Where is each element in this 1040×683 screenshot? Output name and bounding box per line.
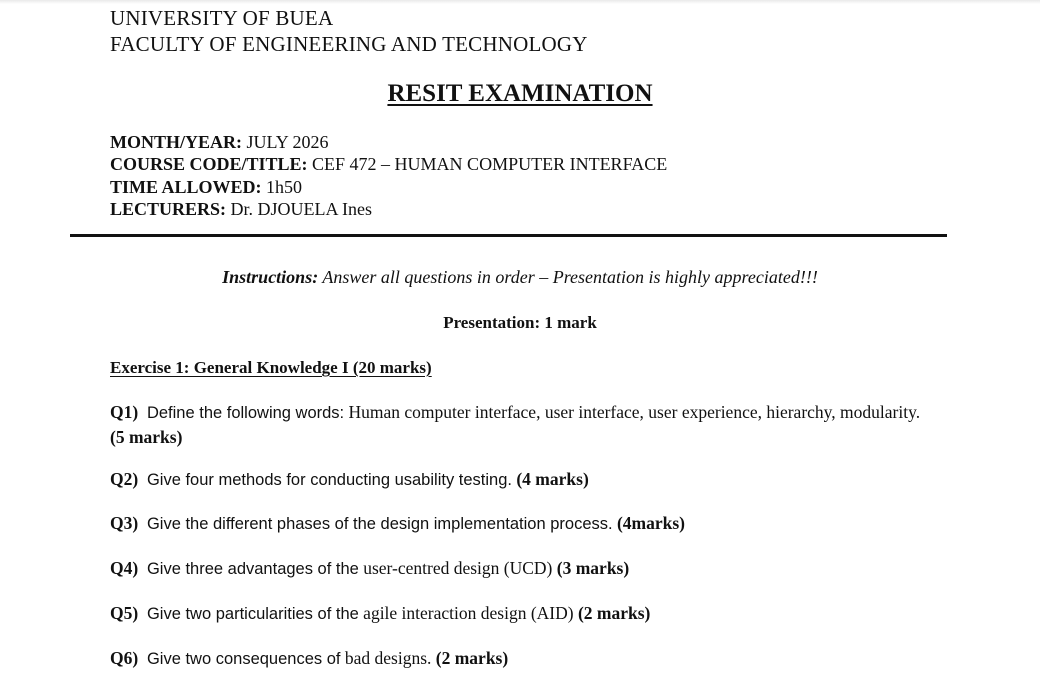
question-number: Q3) <box>110 513 139 533</box>
question-text: Give the different phases of the design implementation process. <box>146 515 613 533</box>
meta-lecturers-value: Dr. DJOUELA Ines <box>230 199 373 219</box>
meta-lecturers-label: LECTURERS: <box>110 199 227 219</box>
presentation-mark: Presentation: 1 mark <box>443 313 597 332</box>
question-text: Give two consequences of <box>146 650 341 668</box>
instructions-text: Answer all questions in order – Presentation is highly appreciated!!! <box>322 267 818 287</box>
question-2 <box>110 469 589 490</box>
question-number: Q5) <box>110 603 139 623</box>
header-divider <box>70 234 947 237</box>
question-text: Give four methods for conducting usability testing. <box>146 471 512 489</box>
question-text: Give three advantages of the <box>146 560 359 578</box>
question-marks: (2 marks) <box>435 648 509 668</box>
question-text: Give two particularities of the <box>146 605 359 623</box>
meta-time <box>110 177 302 198</box>
question-number: Q4) <box>110 558 139 578</box>
question-4 <box>110 558 629 579</box>
question-marks: (3 marks) <box>556 558 630 578</box>
question-text: user-centred design (UCD) <box>363 558 553 578</box>
exercise-title: Exercise 1: General Knowledge I (20 marks) <box>110 358 432 377</box>
question-marks: (4marks) <box>616 513 686 533</box>
meta-month-year <box>110 132 329 153</box>
question-marks: (5 marks) <box>110 427 183 447</box>
question-number: Q6) <box>110 648 139 668</box>
question-5 <box>110 603 650 624</box>
question-marks: (4 marks) <box>516 469 589 489</box>
page-top-edge <box>0 0 1040 4</box>
question-marks: (2 marks) <box>577 603 651 623</box>
question-text: bad designs. <box>344 648 432 668</box>
meta-month-year-value: JULY 2026 <box>246 132 329 152</box>
instructions <box>0 267 1040 288</box>
question-number: Q1) <box>110 402 139 422</box>
question-text: Define the following words: <box>146 404 345 422</box>
meta-course <box>110 154 667 175</box>
meta-month-year-label: MONTH/YEAR: <box>110 132 242 152</box>
faculty-name: FACULTY OF ENGINEERING AND TECHNOLOGY <box>110 32 588 56</box>
question-text: agile interaction design (AID) <box>363 603 574 623</box>
meta-course-label: COURSE CODE/TITLE: <box>110 154 308 174</box>
question-3 <box>110 513 685 534</box>
meta-course-value: CEF 472 – HUMAN COMPUTER INTERFACE <box>312 154 668 174</box>
question-text: Human computer interface, user interface, user experience, hierarchy, modularity. <box>348 402 921 422</box>
question-number: Q2) <box>110 469 139 489</box>
question-6 <box>110 648 508 669</box>
instructions-label: Instructions: <box>222 267 319 287</box>
meta-time-label: TIME ALLOWED: <box>110 177 262 197</box>
meta-lecturers <box>110 199 372 220</box>
university-name: UNIVERSITY OF BUEA <box>110 6 334 30</box>
exam-title-text: RESIT EXAMINATION <box>387 80 653 107</box>
question-1 <box>110 400 930 449</box>
meta-time-value: 1h50 <box>266 177 303 197</box>
exam-title <box>0 80 1040 108</box>
